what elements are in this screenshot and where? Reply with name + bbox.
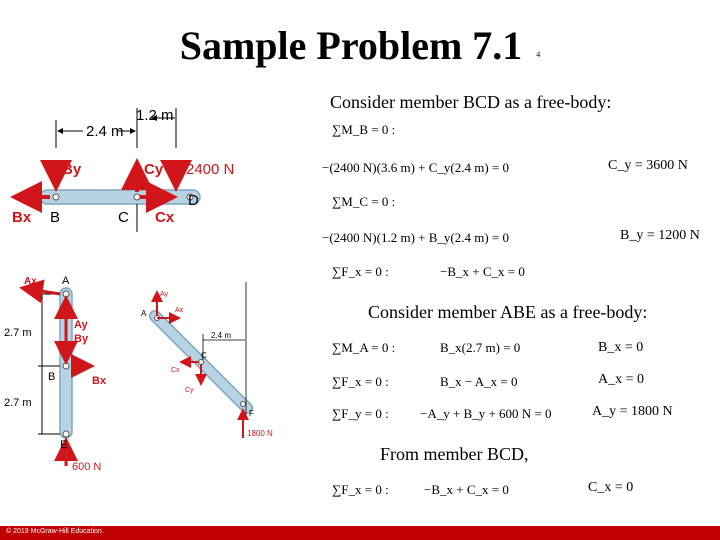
label-f: F [249,409,254,418]
from-eq-result: C_x = 0 [588,480,634,495]
bcd-eq1-expr: −(2400 N)(3.6 m) + C_y(2.4 m) = 0 [322,160,510,175]
footer-bar [0,526,720,540]
bcd-eq2-sum: ∑M_C = 0 : [332,194,396,209]
figure-acf [135,280,285,445]
label-d: D [188,192,199,209]
abe-eq2-result: A_x = 0 [598,372,645,387]
abe-eq2-sum: ∑F_x = 0 : [332,374,389,389]
label-ay: Ay [74,319,88,331]
label-cx-acf: Cx [171,367,180,374]
label-1800: 1800 N [247,429,273,438]
bcd-eq2-result: B_y = 1200 N [620,228,700,243]
label-b-abe: B [48,371,56,383]
label-ax-acf: Ax [175,307,184,314]
label-b: B [50,209,61,226]
from-eq-sum: ∑F_x = 0 : [332,482,389,497]
abe-eq3-expr: −A_y + B_y + 600 N = 0 [420,406,552,421]
abe-eq2-expr: B_x − A_x = 0 [440,374,518,389]
abe-eq1-sum: ∑M_A = 0 : [332,340,396,355]
abe-eq3-sum: ∑F_y = 0 : [332,406,389,421]
label-ay-acf: Ay [160,291,169,298]
intro-from: From member BCD, [380,444,529,464]
bcd-eq3-expr: −B_x + C_x = 0 [440,264,525,279]
force-ax [22,288,60,294]
bcd-eq3-sum: ∑F_x = 0 : [332,264,389,279]
abe-eq1-expr: B_x(2.7 m) = 0 [440,340,521,355]
label-by: By [62,161,82,178]
label-a: A [62,275,70,287]
figure-bcd [0,100,250,240]
label-a-acf: A [141,309,147,318]
label-600: 600 N [72,461,102,473]
abe-eq3-result: A_y = 1800 N [592,404,673,419]
label-c-acf: C [201,351,207,360]
dim-2-4: 2.4 m [86,123,124,140]
from-eq-expr: −B_x + C_x = 0 [424,482,509,497]
bcd-eq1-sum: ∑M_B = 0 : [332,122,396,137]
label-bx-abe: Bx [92,375,107,387]
dim-acf: 2.4 m [211,331,232,340]
dim-bot: 2.7 m [4,397,32,409]
label-e: E [60,439,68,451]
label-cy-acf: Cy [185,387,194,394]
footer-copyright: © 2019 McGraw-Hill Education. [6,528,104,535]
label-ax: Ax [24,276,37,287]
label-c: C [118,209,129,226]
bcd-eq2-expr: −(2400 N)(1.2 m) + B_y(2.4 m) = 0 [322,230,510,245]
title-text: Sample Problem 7.1 [179,23,523,68]
slide-title [0,22,720,69]
member-bcd [40,190,200,204]
dim-top: 2.7 m [4,327,32,339]
page-number: 4 [536,50,541,59]
label-cx: Cx [155,209,175,226]
intro-bcd: Consider member BCD as a free-body: [330,92,612,112]
label-by-abe: By [74,333,89,345]
label-2400: 2400 N [186,161,235,178]
intro-abe: Consider member ABE as a free-body: [368,302,648,322]
figure-abe [0,270,140,480]
dim-1-2: 1.2 m [136,107,174,124]
bcd-eq1-result: C_y = 3600 N [608,158,688,173]
label-bx: Bx [12,209,32,226]
abe-eq1-result: B_x = 0 [598,340,644,355]
label-cy: Cy [144,161,164,178]
